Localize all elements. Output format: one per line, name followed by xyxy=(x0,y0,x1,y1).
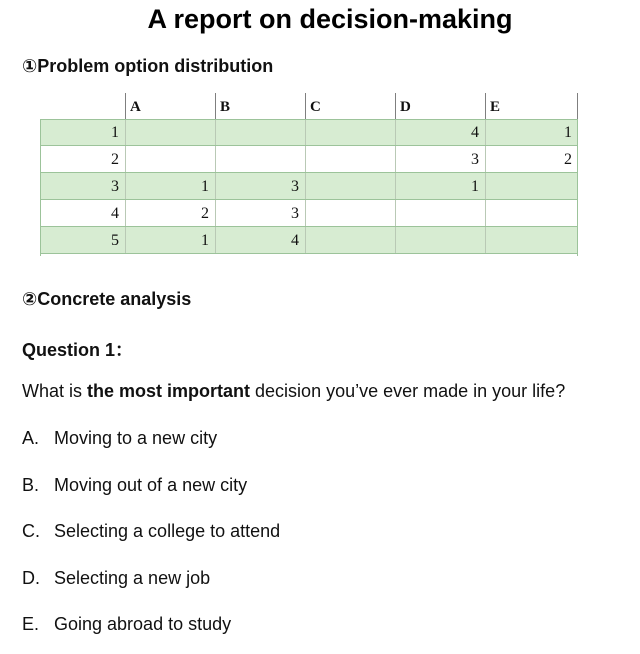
option-text: Moving to a new city xyxy=(54,428,218,448)
table-cell: 1 xyxy=(126,173,216,199)
table-cell xyxy=(216,146,306,172)
page-title: A report on decision-making xyxy=(147,4,513,34)
table-cell xyxy=(306,173,396,199)
table-cell xyxy=(396,200,486,226)
table-cell xyxy=(486,227,578,253)
row-label: 5 xyxy=(40,227,126,253)
column-header-b: B xyxy=(215,93,305,119)
section-marker: ① xyxy=(22,56,38,76)
table-cell: 1 xyxy=(126,227,216,253)
section-title: Problem option distribution xyxy=(37,56,274,76)
section-heading-analysis xyxy=(22,289,191,310)
table-cell: 3 xyxy=(216,173,306,199)
section-heading-distribution xyxy=(22,56,273,77)
table-cell: 3 xyxy=(216,200,306,226)
table-cell xyxy=(306,227,396,253)
column-header-a: A xyxy=(125,93,215,119)
option-a xyxy=(22,428,217,449)
option-letter: E. xyxy=(22,614,40,634)
question-text-emphasis: the most important xyxy=(87,381,251,401)
option-letter: C. xyxy=(22,521,40,541)
table-cell xyxy=(486,200,578,226)
question-text xyxy=(22,381,565,402)
table-cell: 2 xyxy=(126,200,216,226)
table-cell xyxy=(216,119,306,145)
row-label: 4 xyxy=(40,200,126,226)
table-cell xyxy=(306,146,396,172)
option-d xyxy=(22,568,210,589)
table-cell: 3 xyxy=(396,146,486,172)
table-row xyxy=(40,173,578,200)
table-row xyxy=(40,146,578,173)
table-cell xyxy=(396,227,486,253)
table-cell: 4 xyxy=(216,227,306,253)
option-text: Going abroad to study xyxy=(54,614,232,634)
column-header-c: C xyxy=(305,93,395,119)
option-c xyxy=(22,521,280,542)
row-label: 3 xyxy=(40,173,126,199)
option-b xyxy=(22,475,247,496)
table-cell: 1 xyxy=(396,173,486,199)
table-cell xyxy=(486,173,578,199)
table-cell xyxy=(126,119,216,145)
distribution-table xyxy=(40,93,578,257)
option-letter: A. xyxy=(22,428,40,448)
option-text: Moving out of a new city xyxy=(54,475,248,495)
table-row xyxy=(40,200,578,227)
table-cell: 2 xyxy=(564,151,572,168)
row-label: 2 xyxy=(40,146,126,172)
table-row xyxy=(40,227,578,254)
option-letter: B. xyxy=(22,475,40,495)
table-header-row xyxy=(125,93,578,120)
table-cell: 1 xyxy=(564,124,572,141)
column-header-e: E xyxy=(485,93,578,119)
section-marker: ② xyxy=(22,289,38,309)
row-label: 1 xyxy=(40,119,126,145)
option-text: Selecting a new job xyxy=(54,568,211,588)
option-text: Selecting a college to attend xyxy=(54,521,281,541)
option-letter: D. xyxy=(22,568,40,588)
question-heading: Question 1： xyxy=(22,340,134,360)
table-cell xyxy=(306,119,396,145)
table-cell xyxy=(306,200,396,226)
question-text-part: decision you’ve ever made in your life? xyxy=(250,381,566,401)
table-cell xyxy=(126,146,216,172)
table-cell: 4 xyxy=(396,119,486,145)
column-header-d: D xyxy=(395,93,485,119)
option-e xyxy=(22,614,231,635)
section-title: Concrete analysis xyxy=(37,289,192,309)
table-row xyxy=(40,119,578,146)
question-text-part: What is xyxy=(22,381,88,401)
